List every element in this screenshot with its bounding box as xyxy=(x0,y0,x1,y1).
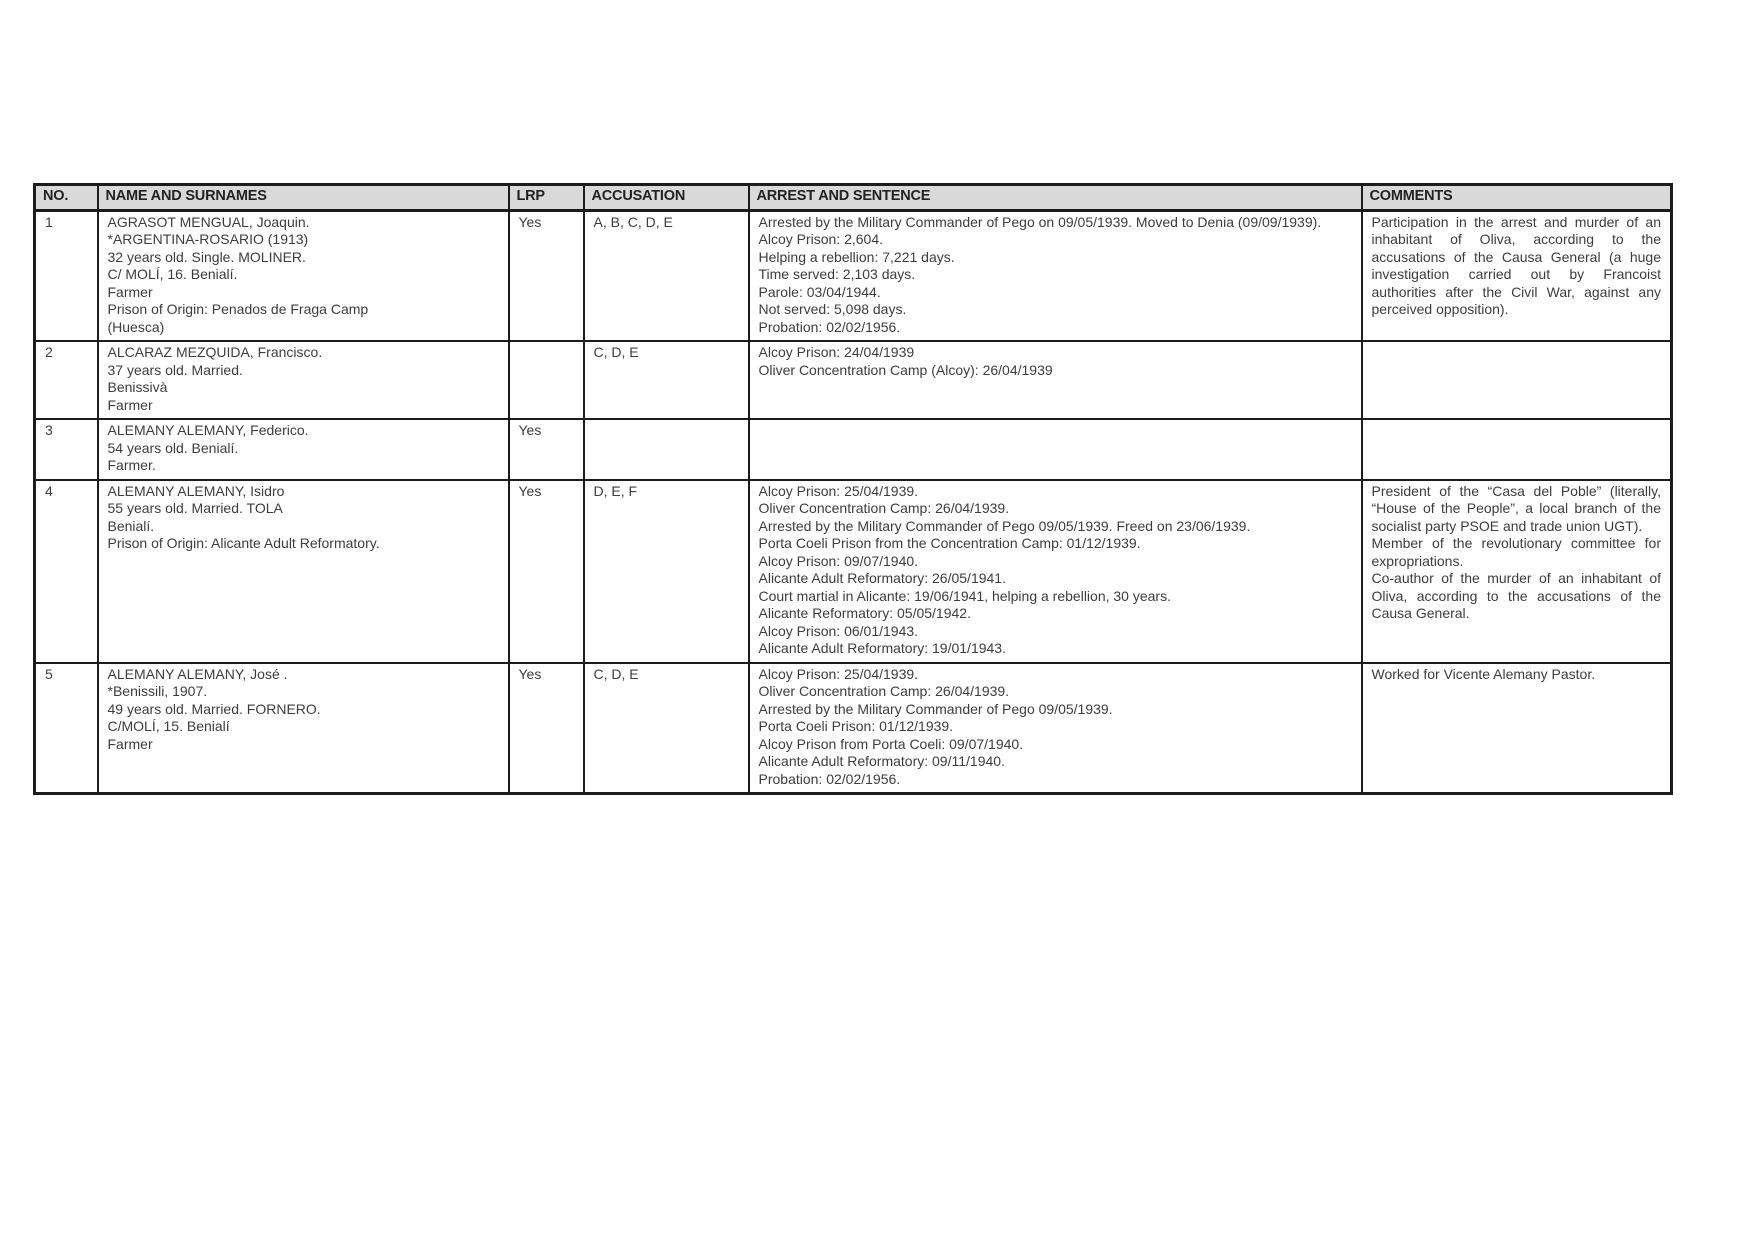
cell-name xyxy=(98,419,509,480)
text-line: Alcoy Prison: 24/04/1939 xyxy=(758,344,915,360)
text-line: C/ MOLÍ, 16. Benialí. xyxy=(107,266,238,282)
cell-lrp xyxy=(509,341,584,419)
text-line: President of the “Casa del Poble” (literally, “House of the People”, a local branch of the socialist party PSOE and trade union UGT). xyxy=(1371,482,1661,534)
cell-no: 5 xyxy=(35,663,98,794)
table-row xyxy=(35,210,1672,341)
text-line: (Huesca) xyxy=(107,318,165,335)
cell-comments xyxy=(1362,341,1672,419)
text-line: Parole: 03/04/1944. xyxy=(758,283,881,300)
text-line: AGRASOT MENGUAL, Joaquin. xyxy=(107,213,310,230)
table-row xyxy=(35,480,1672,663)
text-line: Benissivà xyxy=(107,379,168,395)
text-line: Porta Coeli Prison from the Concentration Camp: 01/12/1939. xyxy=(758,535,1141,551)
text-line: Not served: 5,098 days. xyxy=(758,301,907,317)
cell-comments xyxy=(1362,419,1672,480)
col-header-comments: COMMENTS xyxy=(1362,185,1672,211)
cell-lrp: Yes xyxy=(509,663,584,794)
cell-arrest xyxy=(749,210,1362,341)
text-line: Porta Coeli Prison: 01/12/1939. xyxy=(758,718,954,734)
text-line: Participation in the arrest and murder of an inhabitant of Oliva, according to the accusations of the Causa General (a huge investigation carried out by Francoist authorities after the Civil War, against any perceived opposition). xyxy=(1371,213,1661,317)
text-line: Prison of Origin: Alicante Adult Reformatory. xyxy=(107,535,380,551)
cell-arrest xyxy=(749,341,1362,419)
header-row xyxy=(35,185,1672,211)
cell-no: 1 xyxy=(35,210,98,341)
col-header-arrest-and-sentence: ARREST AND SENTENCE xyxy=(749,185,1362,211)
col-header-lrp: LRP xyxy=(509,185,584,211)
cell-lrp: Yes xyxy=(509,210,584,341)
text-line: 32 years old. Single. MOLINER. xyxy=(107,248,306,265)
table-row xyxy=(35,663,1672,794)
text-line: Worked for Vicente Alemany Pastor. xyxy=(1371,665,1596,682)
text-line: Alcoy Prison: 25/04/1939. xyxy=(758,665,919,682)
text-line: Arrested by the Military Commander of Pego 09/05/1939. Freed on 23/06/1939. xyxy=(758,517,1251,534)
cell-name xyxy=(98,480,509,663)
text-line: Alicante Adult Reformatory: 26/05/1941. xyxy=(758,570,1006,586)
text-line: Alcoy Prison from Porta Coeli: 09/07/1940. xyxy=(758,735,1024,752)
text-line: Alicante Reformatory: 05/05/1942. xyxy=(758,605,971,621)
text-line: 55 years old. Married. TOLA xyxy=(107,500,283,516)
cell-accusation xyxy=(584,419,749,480)
cell-arrest xyxy=(749,663,1362,794)
col-header-name-and-surnames: NAME AND SURNAMES xyxy=(98,185,509,211)
text-line: Oliver Concentration Camp (Alcoy): 26/04/1939 xyxy=(758,361,1053,378)
cell-accusation: C, D, E xyxy=(584,341,749,419)
text-line: Alicante Adult Reformatory: 19/01/1943. xyxy=(758,640,1006,656)
text-line: Farmer xyxy=(107,283,153,300)
text-line: Oliver Concentration Camp: 26/04/1939. xyxy=(758,683,1010,699)
text-line: Alcoy Prison: 09/07/1940. xyxy=(758,552,919,569)
cell-arrest xyxy=(749,419,1362,480)
cell-accusation: D, E, F xyxy=(584,480,749,663)
text-line: ALEMANY ALEMANY, Federico. xyxy=(107,422,309,438)
repression-victims-table xyxy=(33,183,1673,795)
text-line: Alicante Adult Reformatory: 09/11/1940. xyxy=(758,753,1005,769)
text-line: Prison of Origin: Penados de Fraga Camp xyxy=(107,301,369,317)
cell-name xyxy=(98,663,509,794)
cell-lrp: Yes xyxy=(509,419,584,480)
cell-no: 2 xyxy=(35,341,98,419)
cell-comments xyxy=(1362,663,1672,794)
cell-name xyxy=(98,210,509,341)
text-line: ALCARAZ MEZQUIDA, Francisco. xyxy=(107,344,323,360)
cell-lrp: Yes xyxy=(509,480,584,663)
text-line: ALEMANY ALEMANY, Isidro xyxy=(107,482,285,499)
text-line: Member of the revolutionary committee for expropriations. xyxy=(1371,535,1661,569)
cell-name xyxy=(98,341,509,419)
text-line: Court martial in Alicante: 19/06/1941, helping a rebellion, 30 years. xyxy=(758,587,1171,604)
col-header-no: NO. xyxy=(35,185,98,211)
text-line: Oliver Concentration Camp: 26/04/1939. xyxy=(758,500,1010,516)
text-line: Probation: 02/02/1956. xyxy=(758,318,901,335)
cell-accusation: A, B, C, D, E xyxy=(584,210,749,341)
text-line: Probation: 02/02/1956. xyxy=(758,770,901,787)
text-line: Farmer. xyxy=(107,457,156,473)
text-line: C/MOLÍ, 15. Benialí xyxy=(107,718,230,734)
text-line: ALEMANY ALEMANY, José . xyxy=(107,665,288,682)
text-line: 49 years old. Married. FORNERO. xyxy=(107,700,321,717)
text-line: Co-author of the murder of an inhabitant of Oliva, according to the accusations of the Causa General. xyxy=(1371,570,1661,621)
text-line: 37 years old. Married. xyxy=(107,361,243,378)
text-line: Benialí. xyxy=(107,517,155,534)
cell-accusation: C, D, E xyxy=(584,663,749,794)
text-line: Arrested by the Military Commander of Pego 09/05/1939. xyxy=(758,700,1113,717)
text-line: Arrested by the Military Commander of Pego on 09/05/1939. Moved to Denia (09/09/1939). xyxy=(758,213,1322,230)
text-line: Alcoy Prison: 2,604. xyxy=(758,231,884,247)
col-header-accusation: ACCUSATION xyxy=(584,185,749,211)
table-row xyxy=(35,341,1672,419)
text-line: Helping a rebellion: 7,221 days. xyxy=(758,248,955,265)
text-line: Farmer xyxy=(107,396,153,413)
text-line: Time served: 2,103 days. xyxy=(758,266,916,282)
text-line: Farmer xyxy=(107,735,153,752)
text-line: Alcoy Prison: 25/04/1939. xyxy=(758,482,919,499)
cell-comments xyxy=(1362,210,1672,341)
cell-comments xyxy=(1362,480,1672,663)
table-row xyxy=(35,419,1672,480)
text-line: *ARGENTINA-ROSARIO (1913) xyxy=(107,231,309,247)
text-line: 54 years old. Benialí. xyxy=(107,439,239,456)
cell-arrest xyxy=(749,480,1362,663)
cell-no: 4 xyxy=(35,480,98,663)
cell-no: 3 xyxy=(35,419,98,480)
text-line: *Benissili, 1907. xyxy=(107,683,208,699)
text-line: Alcoy Prison: 06/01/1943. xyxy=(758,622,919,639)
